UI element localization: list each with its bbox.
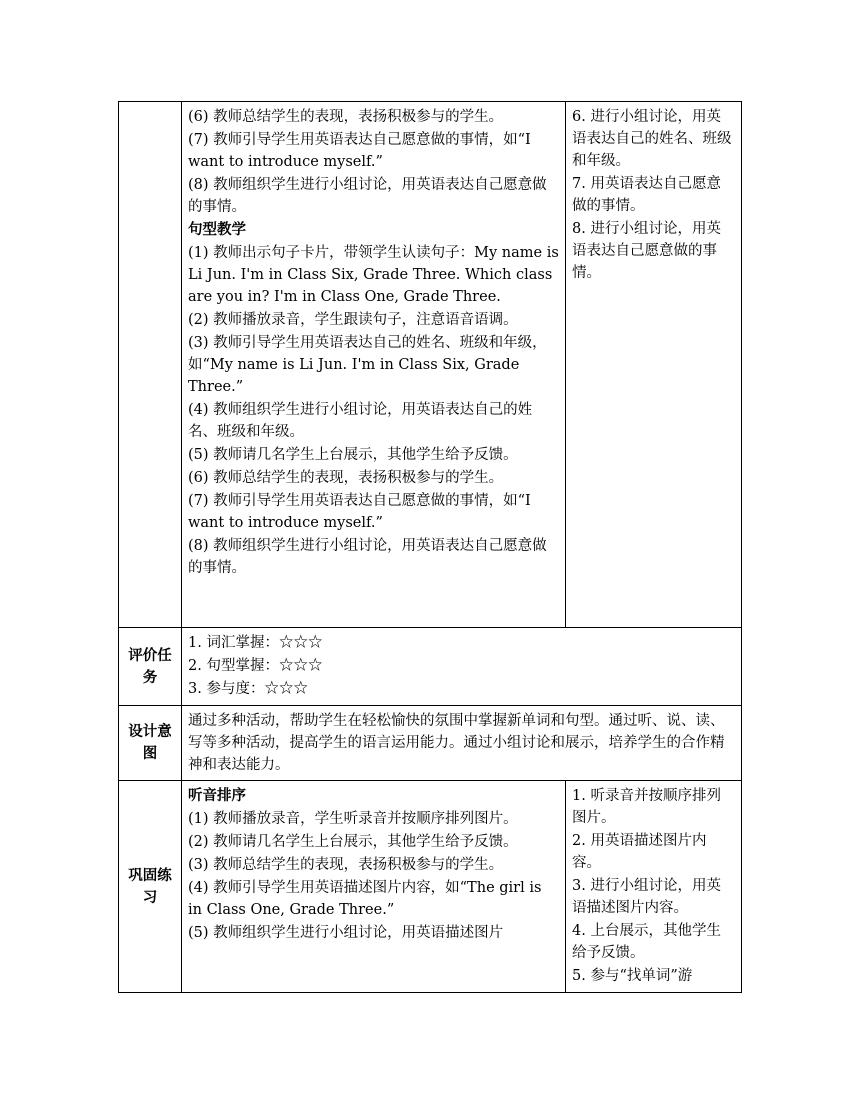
evaluation-item: 2. 句型掌握：☆☆☆ <box>188 658 323 674</box>
sentence-teaching-heading: 句型教学 <box>188 222 246 238</box>
teaching-student-cell <box>566 102 742 628</box>
evaluation-label: 评价任务 <box>119 628 182 706</box>
practice-label: 巩固练习 <box>119 781 182 993</box>
design-text: 通过多种活动，帮助学生在轻松愉快的氛围中掌握新单词和句型。通过听、说、读、写等多种活动，提高学生的语言运用能力。通过小组讨论和展示，培养学生的合作精神和表达能力。 <box>182 706 742 781</box>
teaching-line: (4) 教师组织学生进行小组讨论，用英语表达自己的姓名、班级和年级。 <box>188 402 533 440</box>
teaching-line: (8) 教师组织学生进行小组讨论，用英语表达自己愿意做的事情。 <box>188 538 547 576</box>
evaluation-item: 1. 词汇掌握：☆☆☆ <box>188 635 323 651</box>
student-activity: 2. 用英语描述图片内容。 <box>572 833 707 871</box>
practice-line: (1) 教师播放录音，学生听录音并按顺序排列图片。 <box>188 811 518 827</box>
teaching-line: (7) 教师引导学生用英语表达自己愿意做的事情，如“I want to introduce myself.” <box>188 132 531 170</box>
student-activity: 7. 用英语表达自己愿意做的事情。 <box>572 176 721 214</box>
design-label: 设计意图 <box>119 706 182 781</box>
practice-line: (2) 教师请几名学生上台展示，其他学生给予反馈。 <box>188 834 518 850</box>
practice-content-cell <box>182 781 566 993</box>
listening-order-heading: 听音排序 <box>188 788 246 804</box>
teaching-line: (8) 教师组织学生进行小组讨论，用英语表达自己愿意做的事情。 <box>188 177 547 215</box>
teaching-line: (6) 教师总结学生的表现，表扬积极参与的学生。 <box>188 109 504 125</box>
practice-row <box>119 781 742 993</box>
practice-line: (3) 教师总结学生的表现，表扬积极参与的学生。 <box>188 857 504 873</box>
evaluation-row <box>119 628 742 706</box>
design-row <box>119 706 742 781</box>
student-activity: 3. 进行小组讨论，用英语描述图片内容。 <box>572 878 721 916</box>
teaching-line: (7) 教师引导学生用英语表达自己愿意做的事情，如“I want to introduce myself.” <box>188 493 531 531</box>
student-activity: 6. 进行小组讨论，用英语表达自己的姓名、班级和年级。 <box>572 109 732 169</box>
teaching-content-cell <box>182 102 566 628</box>
practice-line: (4) 教师引导学生用英语描述图片内容，如“The girl is in Class One, Grade Three.” <box>188 880 542 918</box>
student-activity: 8. 进行小组讨论，用英语表达自己愿意做的事情。 <box>572 221 721 281</box>
teaching-line: (2) 教师播放录音，学生跟读句子，注意语音语调。 <box>188 312 518 328</box>
student-activity: 1. 听录音并按顺序排列图片。 <box>572 788 721 826</box>
lesson-plan-table <box>118 101 742 993</box>
teaching-line: (6) 教师总结学生的表现，表扬积极参与的学生。 <box>188 470 504 486</box>
teaching-line: (1) 教师出示句子卡片，带领学生认读句子：My name is Li Jun. I'm in Class Six, Grade Three. Which class are you in? I'm in Class One, Grade Three. <box>188 245 559 305</box>
evaluation-content-cell <box>182 628 742 706</box>
teaching-row <box>119 102 742 628</box>
evaluation-item: 3. 参与度：☆☆☆ <box>188 681 308 697</box>
teaching-line: (3) 教师引导学生用英语表达自己的姓名、班级和年级，如“My name is Li Jun. I'm in Class Six, Grade Three.” <box>188 335 547 395</box>
teaching-line: (5) 教师请几名学生上台展示，其他学生给予反馈。 <box>188 447 518 463</box>
student-activity: 4. 上台展示，其他学生给予反馈。 <box>572 923 721 961</box>
teaching-label-cell <box>119 102 182 628</box>
student-activity: 5. 参与“找单词”游 <box>572 968 693 984</box>
practice-line: (5) 教师组织学生进行小组讨论，用英语描述图片 <box>188 925 504 941</box>
practice-student-cell <box>566 781 742 993</box>
